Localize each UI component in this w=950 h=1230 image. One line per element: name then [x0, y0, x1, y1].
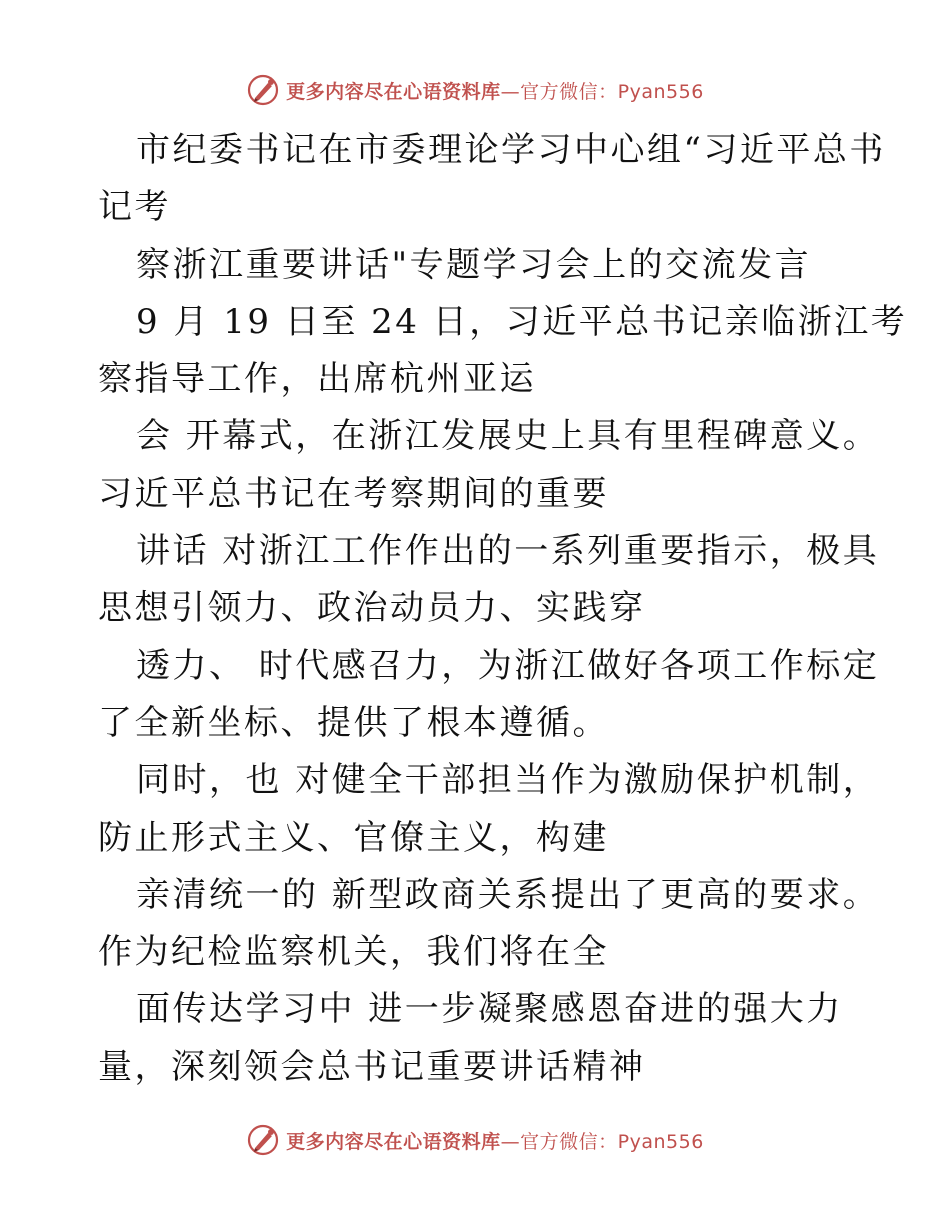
header-brand: 更多内容尽在心语资料库 — [286, 80, 501, 103]
document-line: 面传达学习中 进一步凝聚感恩奋进的强大力 — [136, 989, 843, 1030]
document-body — [98, 122, 908, 1096]
document-line: 会 开幕式，在浙江发展史上具有里程碑意义。 — [136, 416, 880, 457]
document-line: 讲话 对浙江工作作出的一系列重要指示，极具 — [136, 531, 880, 572]
document-line: 量，深刻领会总书记重要讲话精神 — [98, 1046, 646, 1087]
document-line: 亲清统一的 新型政商关系提出了更高的要求。 — [136, 874, 880, 915]
footer-separator: — — [500, 1130, 521, 1153]
document-line: 同时，也 对健全干部担当作为激励保护机制， — [136, 760, 880, 801]
document-line: 习近平总书记在考察期间的重要 — [98, 473, 609, 514]
document-line: 思想引领力、政治动员力、实践穿 — [98, 588, 646, 629]
document-line: 防止形式主义、官僚主义，构建 — [98, 817, 609, 858]
document-line: 9 月 19 日至 24 日，习近平总书记亲临浙江考 — [136, 301, 908, 342]
footer-banner-text — [286, 1127, 704, 1154]
footer-brand: 更多内容尽在心语资料库 — [286, 1130, 501, 1153]
document-line: 作为纪检监察机关，我们将在全 — [98, 932, 609, 973]
document-line: 了全新坐标、提供了根本遵循。 — [98, 702, 609, 743]
footer-contact: 官方微信：Pyan556 — [520, 1130, 704, 1153]
document-line: 市纪委书记在市委理论学习中心组“习近平总书 — [136, 130, 886, 170]
document-line: 记考 — [98, 187, 171, 228]
document-line: 察浙江重要讲话"专题学习会上的交流发言 — [136, 244, 812, 285]
pen-circle-logo-icon — [246, 1123, 280, 1157]
footer-banner — [0, 1120, 950, 1160]
document-line: 察指导工作，出席杭州亚运 — [98, 359, 536, 400]
header-banner — [0, 70, 950, 110]
document-line: 透力、 时代感召力，为浙江做好各项工作标定 — [136, 645, 880, 686]
header-banner-text — [286, 77, 704, 104]
header-separator: — — [500, 80, 521, 103]
pen-circle-logo-icon — [246, 73, 280, 107]
header-contact: 官方微信：Pyan556 — [520, 80, 704, 103]
